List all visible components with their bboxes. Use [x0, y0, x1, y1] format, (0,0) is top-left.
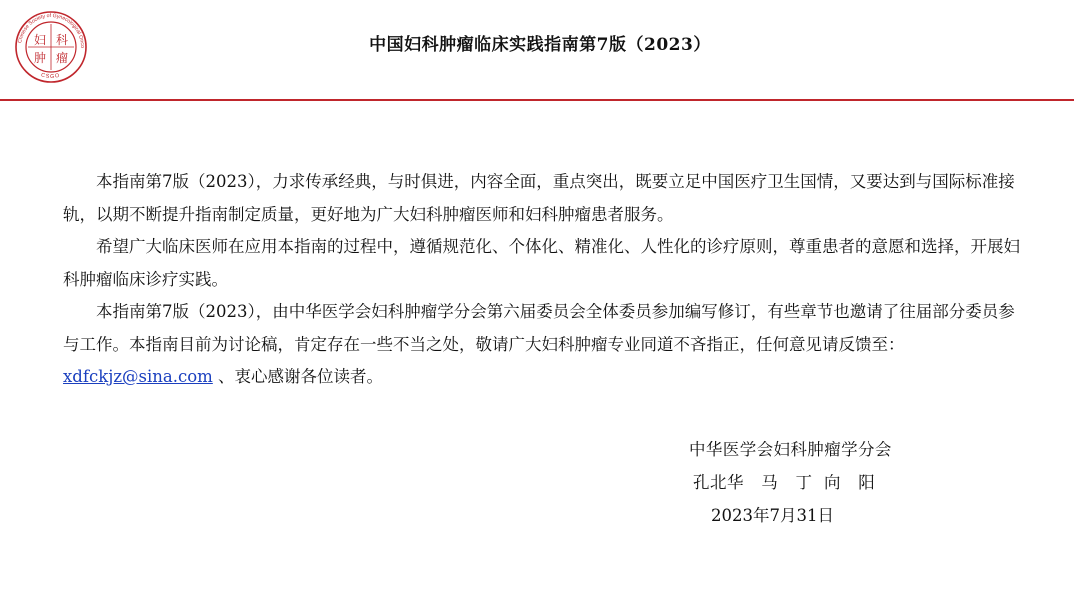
paragraph-3 — [63, 296, 1023, 394]
paragraph-3-text: 本指南第7版（2023），由中华医学会妇科肿瘤学分会第六届委员会全体委员参加编写修订，有些章节也邀请了往届部分委员参与工作。本指南目前为讨论稿，肯定存在一些不当之处，敬请广大妇科肿瘤专业同道不吝指正，任何意见请反馈至： — [63, 302, 1015, 354]
signature-organization: 中华医学会妇科肿瘤学分会 — [689, 440, 892, 459]
svg-text:CSGO — [40, 72, 61, 80]
logo-ring-abbr: CSGO — [40, 72, 61, 81]
signature-date: 2023年7月31日 — [711, 506, 834, 525]
page-header — [0, 0, 1080, 104]
paragraph-3-tail: 、衷心感谢各位读者。 — [212, 367, 384, 386]
paragraph-1: 本指南第7版（2023），力求传承经典，与时俱进，内容全面，重点突出，既要立足中国医疗卫生国情，又要达到与国际标准接轨，以期不断提升指南制定质量，更好地为广大妇科肿瘤医师和妇科肿瘤患者服务。 — [63, 172, 1015, 224]
logo-char-4: 瘤 — [55, 51, 69, 65]
signature-names: 孔北华 马 丁 向 阳 — [693, 473, 876, 492]
paragraph-2: 希望广大临床医师在应用本指南的过程中，遵循规范化、个体化、精准化、人性化的诊疗原则，尊重患者的意愿和选择，开展妇科肿瘤临床诊疗实践。 — [63, 237, 1020, 289]
logo-char-3: 肿 — [33, 51, 47, 65]
body-content — [63, 166, 1023, 394]
feedback-email-link[interactable]: xdfckjz@sina.com — [63, 367, 213, 386]
logo-char-2: 科 — [55, 33, 69, 47]
logo-ring-text: Chinese Society of Gynecological Onco — [17, 12, 86, 49]
header-divider — [0, 99, 1074, 101]
document-title: 中国妇科肿瘤临床实践指南第7版（2023） — [369, 35, 711, 55]
logo-char-1: 妇 — [33, 33, 47, 47]
